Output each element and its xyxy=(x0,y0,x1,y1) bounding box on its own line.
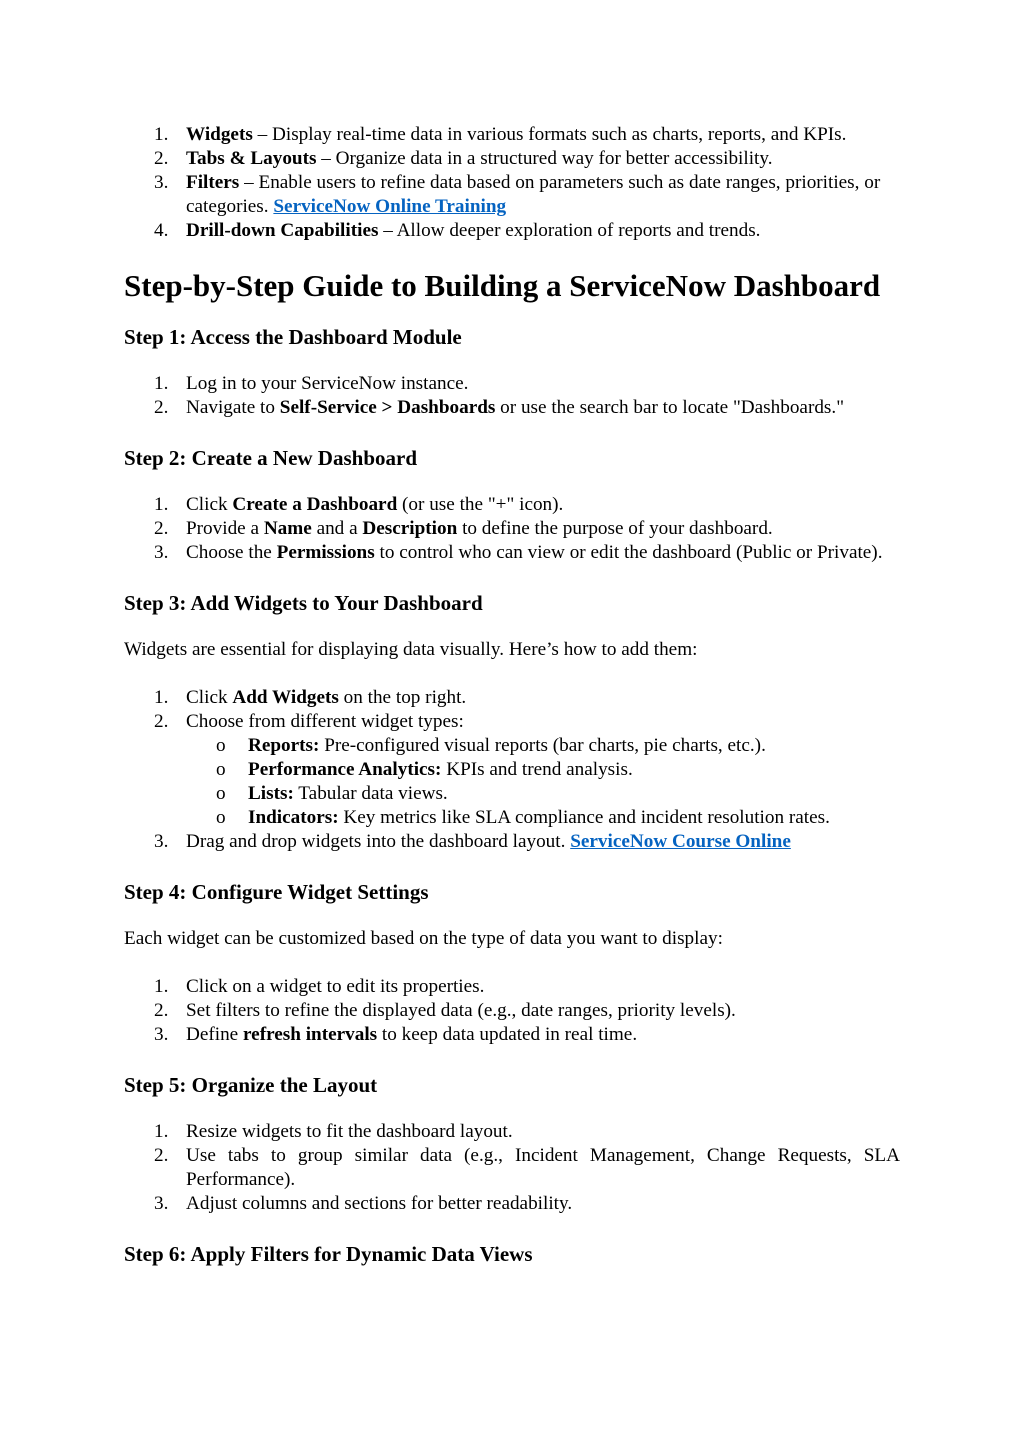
list-bold: Description xyxy=(362,518,458,539)
bullet-icon: o xyxy=(216,759,226,780)
list-number: 4. xyxy=(154,220,169,241)
step1-list xyxy=(124,372,900,420)
list-text: Tabular data views. xyxy=(293,783,448,804)
list-bold: Reports: xyxy=(248,735,320,756)
list-text: to control who can view or edit the dashboard (Public or Private). xyxy=(374,542,883,563)
step3-list xyxy=(124,686,900,854)
list-item xyxy=(124,147,900,171)
list-term: Drill-down Capabilities xyxy=(186,220,379,241)
list-text: Resize widgets to fit the dashboard layout. xyxy=(186,1121,513,1142)
list-item xyxy=(124,541,900,565)
list-text: Drag and drop widgets into the dashboard layout. xyxy=(186,831,571,852)
list-text: Choose from different widget types: xyxy=(186,711,464,732)
list-item xyxy=(124,710,900,734)
list-bold: Name xyxy=(263,518,312,539)
list-number: 3. xyxy=(154,1193,169,1214)
step1-title: Step 1: Access the Dashboard Module xyxy=(124,325,462,349)
step5-list xyxy=(124,1120,900,1216)
list-bold: Indicators: xyxy=(248,807,339,828)
document-page xyxy=(124,123,900,1267)
list-number: 1. xyxy=(154,1121,169,1142)
list-text: to keep data updated in real time. xyxy=(377,1024,638,1045)
list-text: KPIs and trend analysis. xyxy=(441,759,633,780)
step2-list xyxy=(124,493,900,565)
list-item xyxy=(124,1120,900,1144)
list-term: Tabs & Layouts xyxy=(186,148,317,169)
step2-title: Step 2: Create a New Dashboard xyxy=(124,446,418,470)
list-text: Click xyxy=(186,687,233,708)
bullet-icon: o xyxy=(216,735,226,756)
list-text: – Enable users to refine data based on parameters such as date ranges, priorities, or categories. xyxy=(186,172,881,217)
list-term: Filters xyxy=(186,172,240,193)
list-number: 1. xyxy=(154,494,169,515)
list-item xyxy=(124,1192,900,1216)
list-text: Navigate to xyxy=(186,397,280,418)
list-item xyxy=(124,999,900,1023)
bullet-icon: o xyxy=(216,807,226,828)
list-bold: refresh intervals xyxy=(243,1024,378,1045)
list-number: 2. xyxy=(154,1000,169,1021)
list-text: – Organize data in a structured way for better accessibility. xyxy=(316,148,773,169)
step6-title: Step 6: Apply Filters for Dynamic Data Views xyxy=(124,1242,533,1266)
list-bold: Add Widgets xyxy=(232,687,339,708)
list-text: and a xyxy=(311,518,363,539)
list-item xyxy=(124,396,900,420)
list-number: 3. xyxy=(154,542,169,563)
list-number: 2. xyxy=(154,518,169,539)
list-item xyxy=(124,493,900,517)
step4-intro: Each widget can be customized based on the type of data you want to display: xyxy=(124,928,723,949)
list-bold: Performance Analytics: xyxy=(248,759,442,780)
list-bold: Create a Dashboard xyxy=(232,494,398,515)
list-text: Log in to your ServiceNow instance. xyxy=(186,373,469,394)
list-number: 1. xyxy=(154,373,169,394)
list-item xyxy=(124,830,900,854)
list-item xyxy=(124,219,900,243)
list-number: 3. xyxy=(154,1024,169,1045)
list-text: or use the search bar to locate "Dashboards." xyxy=(495,397,845,418)
list-number: 1. xyxy=(154,976,169,997)
list-text: Define xyxy=(186,1024,244,1045)
list-number: 2. xyxy=(154,1145,169,1166)
list-item xyxy=(124,1144,900,1192)
list-number: 2. xyxy=(154,711,169,732)
list-text: Pre-configured visual reports (bar charts, pie charts, etc.). xyxy=(319,735,766,756)
list-item xyxy=(124,123,900,147)
features-list xyxy=(124,123,900,243)
list-item xyxy=(124,372,900,396)
list-bold: Permissions xyxy=(276,542,375,563)
servicenow-online-training-link[interactable]: ServiceNow Online Training xyxy=(273,196,507,217)
list-text: – Allow deeper exploration of reports and trends. xyxy=(378,220,761,241)
step3-title: Step 3: Add Widgets to Your Dashboard xyxy=(124,591,483,615)
list-bold: Self-Service > Dashboards xyxy=(279,397,496,418)
sub-list-item xyxy=(124,782,900,806)
list-text: Click on a widget to edit its properties. xyxy=(186,976,485,997)
list-number: 2. xyxy=(154,397,169,418)
list-item xyxy=(124,686,900,710)
step5-title: Step 5: Organize the Layout xyxy=(124,1073,378,1097)
list-item xyxy=(124,1023,900,1047)
sub-list-item xyxy=(124,758,900,782)
list-text: Set filters to refine the displayed data (e.g., date ranges, priority levels). xyxy=(186,1000,736,1021)
step4-list xyxy=(124,975,900,1047)
step3-intro: Widgets are essential for displaying data visually. Here’s how to add them: xyxy=(124,639,698,660)
list-number: 3. xyxy=(154,172,169,193)
list-text: Click xyxy=(186,494,233,515)
list-text: to define the purpose of your dashboard. xyxy=(457,518,773,539)
list-item xyxy=(124,975,900,999)
list-number: 1. xyxy=(154,687,169,708)
list-text: Adjust columns and sections for better readability. xyxy=(186,1193,573,1214)
list-number: 2. xyxy=(154,148,169,169)
list-text: Key metrics like SLA compliance and incident resolution rates. xyxy=(338,807,830,828)
list-text: (or use the "+" icon). xyxy=(397,494,564,515)
list-text: Use tabs to group similar data (e.g., Incident Management, Change Requests, SLA Performance). xyxy=(186,1145,900,1190)
sub-list-item xyxy=(124,806,900,830)
list-number: 1. xyxy=(154,124,169,145)
step4-title: Step 4: Configure Widget Settings xyxy=(124,880,429,904)
bullet-icon: o xyxy=(216,783,226,804)
list-item xyxy=(124,171,900,219)
servicenow-course-online-link[interactable]: ServiceNow Course Online xyxy=(570,831,791,852)
list-number: 3. xyxy=(154,831,169,852)
list-text: Choose the xyxy=(186,542,277,563)
list-term: Widgets xyxy=(186,124,253,145)
list-text: Provide a xyxy=(186,518,264,539)
page-heading: Step-by-Step Guide to Building a ServiceNow Dashboard xyxy=(124,268,881,303)
sub-list-item xyxy=(124,734,900,758)
list-text: – Display real-time data in various formats such as charts, reports, and KPIs. xyxy=(252,124,847,145)
list-bold: Lists: xyxy=(248,783,294,804)
list-text: on the top right. xyxy=(338,687,467,708)
list-item xyxy=(124,517,900,541)
